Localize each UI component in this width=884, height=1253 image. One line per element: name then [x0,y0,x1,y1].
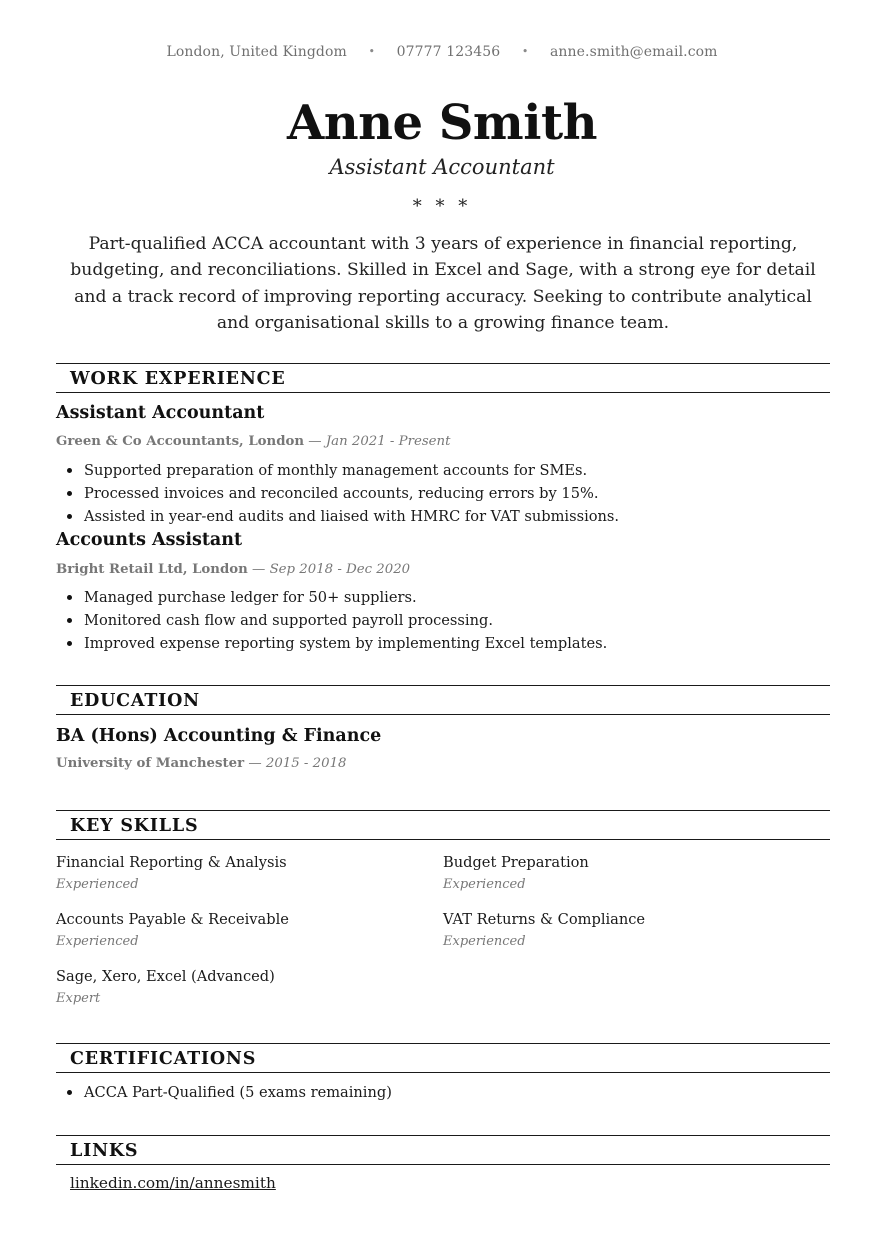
skill-item [56,968,275,1006]
section-header-education [56,685,830,715]
section-title: LINKS [70,1141,139,1161]
contact-line [0,44,884,60]
list-item: Managed purchase ledger for 50+ suppliers. [56,586,607,609]
job-company: Bright Retail Ltd, London [56,562,248,577]
header-divider: * * * [412,196,472,217]
section-header-links [56,1135,830,1165]
skill-name: Sage, Xero, Excel (Advanced) [56,968,275,985]
section-header-certifications [56,1043,830,1073]
meta-dash: — [304,434,326,449]
section-title: KEY SKILLS [70,816,199,836]
section-title: EDUCATION [70,691,200,711]
section-header-skills [56,810,830,840]
section-title: CERTIFICATIONS [70,1049,257,1069]
skill-name: Accounts Payable & Receivable [56,911,289,928]
education-dates: 2015 - 2018 [265,756,347,771]
certification-list [56,1081,392,1104]
job-title: Accounts Assistant [56,530,243,550]
education-meta [56,756,347,771]
list-item: Monitored cash flow and supported payroll processing. [56,609,607,632]
candidate-name: Anne Smith [286,95,598,151]
job-dates: Sep 2018 - Dec 2020 [269,562,411,577]
skill-level: Experienced [56,877,139,892]
job-meta [56,562,410,577]
list-item: Assisted in year-end audits and liaised with HMRC for VAT submissions. [56,505,619,528]
section-header-work [56,363,830,393]
linkedin-link[interactable]: linkedin.com/in/annesmith [70,1174,276,1192]
contact-location: London, United Kingdom [166,44,347,60]
candidate-title: Assistant Accountant [329,155,555,179]
degree-title: BA (Hons) Accounting & Finance [56,726,382,746]
school-name: University of Manchester [56,756,245,771]
section-title: WORK EXPERIENCE [70,369,286,389]
contact-separator: • [368,45,376,58]
skill-level: Experienced [443,877,526,892]
skill-name: Financial Reporting & Analysis [56,854,287,871]
list-item: Processed invoices and reconciled accounts, reducing errors by 15%. [56,482,619,505]
list-item: Improved expense reporting system by implementing Excel templates. [56,632,607,655]
job-dates: Jan 2021 - Present [325,434,451,449]
meta-dash: — [244,756,266,771]
job-title: Assistant Accountant [56,403,265,423]
contact-phone: 07777 123456 [396,44,501,60]
skill-name: VAT Returns & Compliance [443,911,646,928]
job-meta [56,434,450,449]
skill-name: Budget Preparation [443,854,589,871]
skill-item [443,911,645,949]
contact-separator: • [521,45,529,58]
skill-level: Expert [56,991,101,1006]
job-company: Green & Co Accountants, London [56,434,305,449]
job-bullets [56,586,607,655]
contact-email: anne.smith@email.com [549,44,718,60]
meta-dash: — [247,562,270,577]
list-item: ACCA Part-Qualified (5 exams remaining) [56,1081,392,1104]
skill-item [56,911,289,949]
skill-level: Experienced [443,934,526,949]
list-item: Supported preparation of monthly management accounts for SMEs. [56,459,619,482]
job-bullets [56,459,619,528]
skill-item [443,854,589,892]
skill-level: Experienced [56,934,139,949]
skill-item [56,854,287,892]
profile-summary: Part-qualified ACCA accountant with 3 years of experience in financial reporting, budgeting, and reconciliations. Skilled in Excel and Sage, with a strong eye for detail and a track record of improving reporting accuracy. Seeking to contribute analytical and organisational skills to a growing finance team. [70,234,816,333]
